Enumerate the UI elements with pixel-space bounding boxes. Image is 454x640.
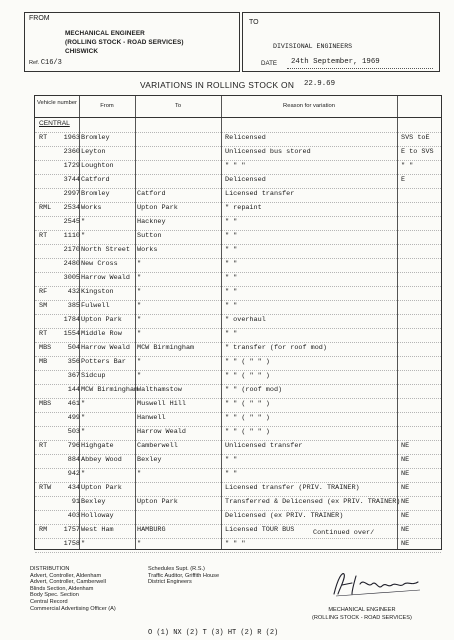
reason-cell: " " <box>225 260 238 268</box>
table-row <box>35 272 441 287</box>
to-cell: Walthamstow <box>137 386 182 394</box>
vehicle-prefix: RF <box>39 288 48 296</box>
vehicle-prefix: RT <box>39 134 48 142</box>
distribution-entry: Central Record <box>30 598 68 605</box>
schedules-entry: District Engineers <box>148 579 192 586</box>
vehicle-number: 432 <box>67 288 80 296</box>
reason-cell: " " ( " " ) <box>225 428 270 436</box>
header-from: From <box>100 103 114 109</box>
reason-cell: Licensed TOUR BUS <box>225 526 295 534</box>
note-cell: NE <box>401 512 410 520</box>
reason-cell: Licensed transfer <box>225 190 295 198</box>
from-cell: Bromley <box>81 134 110 142</box>
vehicle-number: 1729 <box>63 162 80 170</box>
vehicle-number: 1110 <box>63 232 80 240</box>
header-to: To <box>174 103 182 109</box>
to-cell: Camberwell <box>137 442 178 450</box>
table-row <box>35 244 441 259</box>
from-cell: Potters Bar <box>81 358 126 366</box>
to-label: TO <box>249 19 259 26</box>
from-cell: Works <box>81 204 102 212</box>
table-row <box>35 202 441 217</box>
distribution-entry: Commercial Advertising Officer (A) <box>30 605 116 612</box>
to-cell: " <box>137 302 142 310</box>
reason-cell: " " ( " " ) <box>225 358 270 366</box>
distribution-entry: Advert, Controller, Aldenham <box>30 572 102 579</box>
schedules-list <box>148 566 219 586</box>
from-org-line: MECHANICAL ENGINEER <box>65 30 145 37</box>
note-cell: NE <box>401 498 410 506</box>
to-box <box>242 12 440 72</box>
from-organisation <box>65 29 184 56</box>
reason-cell: Licensed transfer (PRIV. TRAINER) <box>225 484 360 492</box>
table-row <box>35 188 441 203</box>
vehicle-number: 1963 <box>63 134 80 142</box>
table-row <box>35 482 441 497</box>
from-cell: Upton Park <box>81 316 122 324</box>
vehicle-number: 3744 <box>63 176 80 184</box>
from-cell: " <box>81 232 86 240</box>
reason-cell: " " ( " " ) <box>225 400 270 408</box>
to-cell: " <box>137 288 142 296</box>
note-cell: E to SVS <box>401 148 434 156</box>
table-row <box>35 258 441 273</box>
table-row <box>35 314 441 329</box>
vehicle-prefix: SM <box>39 302 48 310</box>
from-cell: Abbey Wood <box>81 456 122 464</box>
vehicle-number: 2997 <box>63 190 80 198</box>
table-row <box>35 538 441 553</box>
date-value: 24th September, 1969 <box>291 58 380 66</box>
from-cell: Holloway <box>81 512 114 520</box>
reason-cell: " repaint <box>225 204 262 212</box>
vehicle-number: 434 <box>67 484 80 492</box>
distribution-entry: Blinds Section, Aldenham <box>30 585 94 592</box>
variations-table <box>34 95 442 550</box>
reason-cell: " " <box>225 218 238 226</box>
from-cell: " <box>81 470 86 478</box>
reason-cell: " " <box>225 232 238 240</box>
section-row <box>35 118 441 133</box>
to-cell: " <box>137 316 142 324</box>
vehicle-number: 942 <box>67 470 80 478</box>
distribution-codes: O (1) NX (2) T (3) HT (2) R (2) <box>148 629 279 637</box>
vehicle-number: 499 <box>67 414 80 422</box>
to-cell: " <box>137 274 142 282</box>
from-box <box>24 12 240 72</box>
to-cell: Works <box>137 246 158 254</box>
note-cell: NE <box>401 470 410 478</box>
reason-cell: " transfer (for roof mod) <box>225 344 327 352</box>
vehicle-number: 356 <box>67 358 80 366</box>
table-row <box>35 440 441 455</box>
from-cell: Bromley <box>81 190 110 198</box>
vehicle-number: 1757 <box>63 526 80 534</box>
table-row <box>35 454 441 469</box>
vehicle-number: 1758 <box>63 540 80 548</box>
note-cell: NE <box>401 540 410 548</box>
table-row <box>35 300 441 315</box>
to-cell: Upton Park <box>137 498 178 506</box>
note-cell: NE <box>401 442 410 450</box>
from-cell: Bexley <box>81 498 106 506</box>
reason-cell: Delicensed <box>225 176 266 184</box>
table-row <box>35 468 441 483</box>
from-cell: Harrow Weald <box>81 274 130 282</box>
from-cell: MCW Birmingham <box>81 386 139 394</box>
table-row <box>35 356 441 371</box>
reason-cell: " " ( " " ) <box>225 414 270 422</box>
vehicle-number: 503 <box>67 428 80 436</box>
reason-cell: " " " <box>225 540 246 548</box>
vehicle-number: 2360 <box>63 148 80 156</box>
vehicle-number: 1554 <box>63 330 80 338</box>
vehicle-number: 385 <box>67 302 80 310</box>
handwritten-signature <box>330 568 426 598</box>
table-row <box>35 160 441 175</box>
to-cell: " <box>137 540 142 548</box>
schedules-entry: Schedules Supt. (R.S.) <box>148 566 205 572</box>
vehicle-number: 403 <box>67 512 80 520</box>
from-cell: Upton Park <box>81 484 122 492</box>
to-cell: HAMBURG <box>137 526 166 534</box>
table-row <box>35 132 441 147</box>
to-cell: Hanwell <box>137 414 166 422</box>
reason-cell: " " <box>225 274 238 282</box>
note-cell: E <box>401 176 406 184</box>
reason-cell: " " <box>225 288 238 296</box>
document-title: VARIATIONS IN ROLLING STOCK ON <box>140 80 295 90</box>
to-cell: Harrow Weald <box>137 428 186 436</box>
from-cell: Sidcup <box>81 372 106 380</box>
from-org-line: CHISWICK <box>65 48 99 55</box>
to-cell: Bexley <box>137 456 162 464</box>
reason-cell: " " <box>225 456 238 464</box>
reason-cell: Unlicensed transfer <box>225 442 303 450</box>
vehicle-prefix: RT <box>39 442 48 450</box>
section-label: CENTRAL <box>39 120 70 127</box>
from-cell: West Ham <box>81 526 114 534</box>
vehicle-number: 1784 <box>63 316 80 324</box>
to-cell: Muswell Hill <box>137 400 186 408</box>
vehicle-prefix: RT <box>39 232 48 240</box>
vehicle-prefix: RM <box>39 526 48 534</box>
to-cell: " <box>137 358 142 366</box>
from-org-line: (ROLLING STOCK - ROAD SERVICES) <box>65 39 184 46</box>
vehicle-prefix: MBS <box>39 400 52 408</box>
to-recipient: DIVISIONAL ENGINEERS <box>273 43 353 50</box>
to-cell: " <box>137 372 142 380</box>
signature-title <box>312 606 412 622</box>
continued-note: Continued over/ <box>313 529 375 537</box>
date-underline <box>287 68 433 69</box>
from-cell: " <box>81 400 86 408</box>
from-cell: Leyton <box>81 148 106 156</box>
reason-cell: " " <box>225 470 238 478</box>
from-cell: " <box>81 414 86 422</box>
vehicle-number: 2480 <box>63 260 80 268</box>
from-cell: New Cross <box>81 260 118 268</box>
reason-cell: " overhaul <box>225 316 266 324</box>
header-reason: Reason for variation <box>283 103 335 109</box>
schedules-entry: Traffic Auditor, Griffith House <box>148 572 220 579</box>
reason-cell: " " <box>225 246 238 254</box>
note-cell: NE <box>401 456 410 464</box>
reason-cell: " " (roof mod) <box>225 386 283 394</box>
vehicle-prefix: MBS <box>39 344 52 352</box>
reason-cell: Transferred & Delicensed (ex PRIV. TRAINER) <box>225 498 401 506</box>
signature-title-line: MECHANICAL ENGINEER <box>328 607 396 613</box>
table-row <box>35 216 441 231</box>
reason-cell: " " <box>225 302 238 310</box>
table-row <box>35 398 441 413</box>
distribution-entry: Advert, Controller, Camberwell <box>30 579 106 586</box>
from-cell: Middle Row <box>81 330 122 338</box>
note-cell: SVS toE <box>401 134 430 142</box>
table-row <box>35 370 441 385</box>
to-cell: Upton Park <box>137 204 178 212</box>
reason-cell: Relicensed <box>225 134 266 142</box>
table-row <box>35 174 441 189</box>
table-row <box>35 286 441 301</box>
reason-cell: " " " <box>225 162 246 170</box>
from-cell: Fulwell <box>81 302 110 310</box>
vehicle-number: 2170 <box>63 246 80 254</box>
to-cell: Sutton <box>137 232 162 240</box>
to-cell: Hackney <box>137 218 166 226</box>
from-cell: Kingston <box>81 288 114 296</box>
signature-title-line: (ROLLING STOCK - ROAD SERVICES) <box>312 615 412 621</box>
ref-value: C16/3 <box>40 59 62 67</box>
to-cell: " <box>137 330 142 338</box>
table-row <box>35 146 441 161</box>
from-cell: " <box>81 428 86 436</box>
from-cell: Catford <box>81 176 110 184</box>
vehicle-number: 2534 <box>63 204 80 212</box>
table-row <box>35 412 441 427</box>
title-date: 22.9.69 <box>304 80 336 88</box>
date-label: DATE <box>261 60 278 67</box>
distribution-entry: Body Spec. Section <box>30 592 79 599</box>
reason-cell: Unlicensed bus stored <box>225 148 311 156</box>
note-cell: NE <box>401 484 410 492</box>
table-row <box>35 230 441 245</box>
vehicle-number: 144 <box>67 386 80 394</box>
from-cell: Loughton <box>81 162 114 170</box>
reason-cell: " " <box>225 330 238 338</box>
to-cell: " <box>137 260 142 268</box>
vehicle-prefix: MB <box>39 358 48 366</box>
ref-label: Ref. <box>29 60 40 66</box>
from-cell: " <box>81 540 86 548</box>
reason-cell: " " ( " " ) <box>225 372 270 380</box>
table-row <box>35 426 441 441</box>
reference <box>29 59 62 67</box>
table-row <box>35 524 441 539</box>
vehicle-number: 796 <box>67 442 80 450</box>
table-row <box>35 328 441 343</box>
note-cell: NE <box>401 526 410 534</box>
from-cell: Highgate <box>81 442 114 450</box>
from-label: FROM <box>29 15 50 22</box>
header-vehicle-number: Vehicle number <box>37 100 77 106</box>
to-cell: MCW Birmingham <box>137 344 195 352</box>
distribution-list <box>30 566 116 612</box>
vehicle-prefix: RT <box>39 330 48 338</box>
vehicle-number: 91 <box>71 498 80 506</box>
vehicle-number: 504 <box>67 344 80 352</box>
reason-cell: Delicensed (ex PRIV. TRAINER) <box>225 512 344 520</box>
to-cell: Catford <box>137 190 166 198</box>
distribution-heading: DISTRIBUTION <box>30 566 70 572</box>
vehicle-number: 884 <box>67 456 80 464</box>
vehicle-number: 2545 <box>63 218 80 226</box>
vehicle-prefix: RML <box>39 204 52 212</box>
table-row <box>35 510 441 525</box>
vehicle-number: 461 <box>67 400 80 408</box>
vehicle-prefix: RTW <box>39 484 52 492</box>
vehicle-number: 367 <box>67 372 80 380</box>
table-row <box>35 496 441 511</box>
from-cell: Harrow Weald <box>81 344 130 352</box>
vehicle-number: 3005 <box>63 274 80 282</box>
table-row <box>35 342 441 357</box>
note-cell: " " <box>401 162 414 170</box>
table-row <box>35 384 441 399</box>
from-cell: North Street <box>81 246 130 254</box>
to-cell: " <box>137 470 142 478</box>
from-cell: " <box>81 218 86 226</box>
